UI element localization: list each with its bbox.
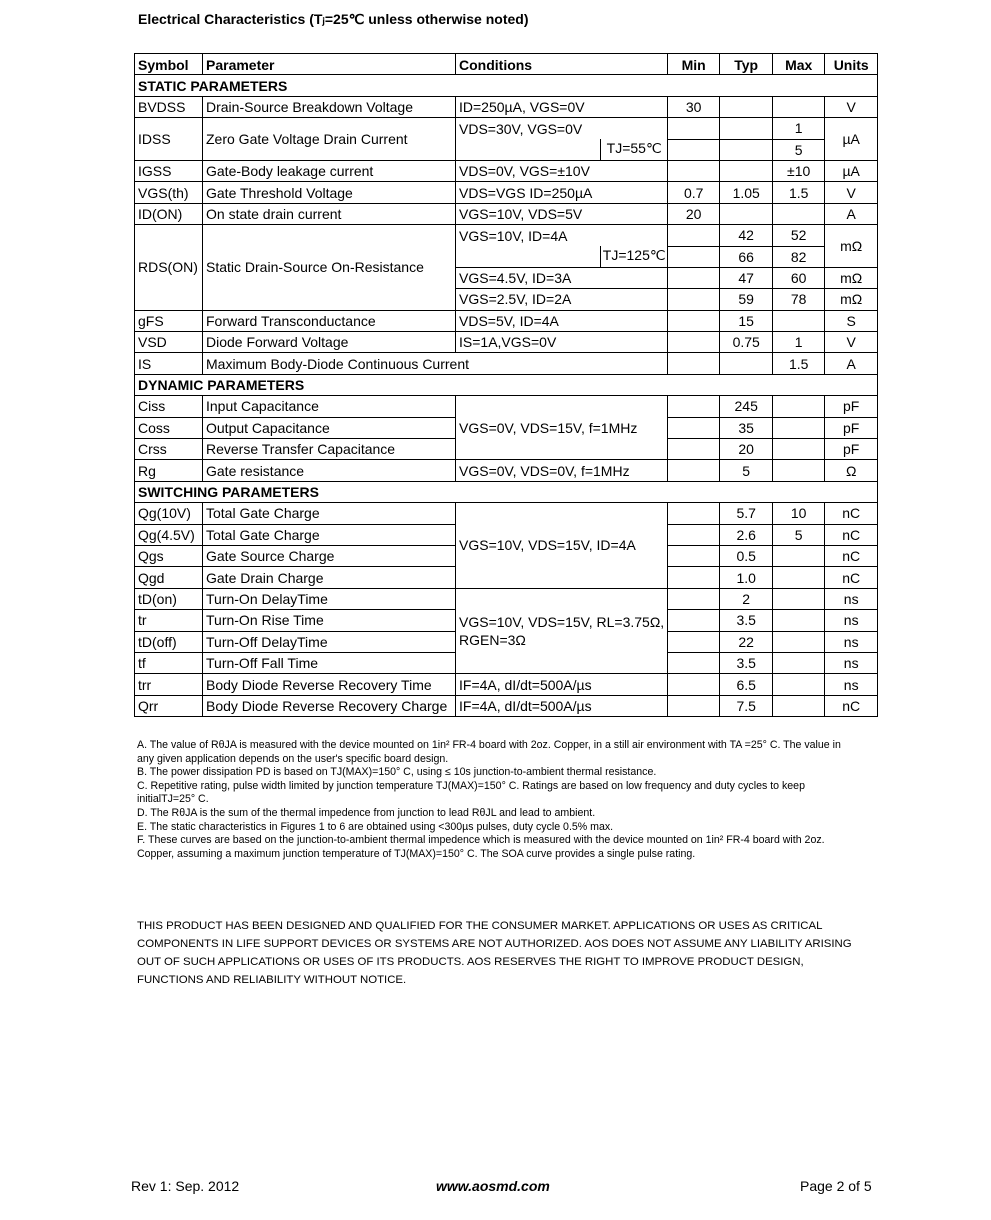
row-parameter: Body Diode Reverse Recovery Time — [203, 674, 456, 695]
row-typ: 7.5 — [720, 695, 773, 716]
row-parameter: Gate resistance — [203, 460, 456, 481]
row-symbol: ID(ON) — [135, 203, 203, 224]
header-min: Min — [668, 54, 720, 75]
row-units: ns — [825, 588, 878, 609]
row-units: ns — [825, 631, 878, 652]
note-b: B. The power dissipation PD is based on TJ(MAX)=150° C, using ≤ 10s junction-to-ambient thermal resistance. — [137, 766, 657, 779]
row-typ: 2 — [720, 588, 773, 609]
row-conditions: VGS=10V, ID=4A — [456, 225, 668, 246]
row-units: mΩ — [825, 267, 878, 288]
row-units: µA — [825, 118, 878, 161]
row-parameter: Reverse Transfer Capacitance — [203, 439, 456, 460]
row-max: 82 — [773, 246, 825, 267]
table-row — [135, 182, 878, 203]
row-max: 52 — [773, 225, 825, 246]
row-units: V — [825, 332, 878, 353]
row-units: S — [825, 310, 878, 331]
note-e: E. The static characteristics in Figures 1 to 6 are obtained using <300µs pulses, duty cycle 0.5% max. — [137, 820, 614, 833]
header-units: Units — [825, 54, 878, 75]
table-row — [135, 460, 878, 481]
section-dynamic: DYNAMIC PARAMETERS — [135, 374, 878, 395]
row-conditions: VGS=4.5V, ID=3A — [456, 267, 668, 288]
row-conditions: IF=4A, dI/dt=500A/µs — [456, 674, 668, 695]
row-parameter: Turn-On DelayTime — [203, 588, 456, 609]
row-symbol: Qg(4.5V) — [135, 524, 203, 545]
row-conditions: VGS=0V, VDS=0V, f=1MHz — [456, 460, 668, 481]
note-c: C. Repetitive rating, pulse width limited by junction temperature TJ(MAX)=150° C. Ratings are based on low frequency and duty cycles to keep initialTJ=25° C. — [137, 779, 805, 806]
row-max: 5 — [773, 524, 825, 545]
row-max: 10 — [773, 503, 825, 524]
row-symbol: tD(on) — [135, 588, 203, 609]
table-row — [135, 203, 878, 224]
row-parameter: Zero Gate Voltage Drain Current — [203, 118, 456, 161]
row-units: Ω — [825, 460, 878, 481]
row-symbol: Ciss — [135, 396, 203, 417]
row-max: 1.5 — [773, 353, 825, 374]
row-max: 5 — [773, 139, 825, 160]
row-parameter: Diode Forward Voltage — [203, 332, 456, 353]
table-row — [135, 225, 878, 246]
row-typ: 3.5 — [720, 652, 773, 673]
row-parameter: Turn-Off Fall Time — [203, 652, 456, 673]
row-units: mΩ — [825, 225, 878, 268]
header-max: Max — [773, 54, 825, 75]
row-symbol: Rg — [135, 460, 203, 481]
row-parameter: Maximum Body-Diode Continuous Current — [203, 353, 668, 374]
row-typ: 5 — [720, 460, 773, 481]
row-typ: 42 — [720, 225, 773, 246]
row-typ — [720, 96, 773, 117]
row-conditions: VDS=5V, ID=4A — [456, 310, 668, 331]
table-row — [135, 353, 878, 374]
row-conditions: VGS=2.5V, ID=2A — [456, 289, 668, 310]
row-symbol: Crss — [135, 439, 203, 460]
row-conditions — [456, 588, 668, 674]
row-typ: 2.6 — [720, 524, 773, 545]
section-switching: SWITCHING PARAMETERS — [135, 481, 878, 502]
row-symbol: Coss — [135, 417, 203, 438]
row-conditions: VGS=10V, VDS=15V, ID=4A — [456, 503, 668, 589]
row-typ: 15 — [720, 310, 773, 331]
row-parameter: Gate Threshold Voltage — [203, 182, 456, 203]
row-max: ±10 — [773, 160, 825, 181]
table-row — [135, 310, 878, 331]
row-parameter: Forward Transconductance — [203, 310, 456, 331]
row-typ: 59 — [720, 289, 773, 310]
footer-page-number: Page 2 of 5 — [800, 1178, 872, 1194]
row-max: 1 — [773, 118, 825, 139]
row-conditions: IF=4A, dI/dt=500A/µs — [456, 695, 668, 716]
row-symbol: tr — [135, 610, 203, 631]
row-symbol: tf — [135, 652, 203, 673]
row-parameter: On state drain current — [203, 203, 456, 224]
row-max: 1.5 — [773, 182, 825, 203]
table-row — [135, 503, 878, 524]
row-symbol: IS — [135, 353, 203, 374]
row-symbol: trr — [135, 674, 203, 695]
row-parameter: Turn-On Rise Time — [203, 610, 456, 631]
table-header-row — [135, 54, 878, 75]
row-conditions: VDS=VGS ID=250µA — [456, 182, 668, 203]
footnotes — [137, 739, 857, 861]
row-symbol: Qgd — [135, 567, 203, 588]
row-parameter: Input Capacitance — [203, 396, 456, 417]
table-row — [135, 160, 878, 181]
table-row — [135, 332, 878, 353]
row-max: 78 — [773, 289, 825, 310]
row-units: pF — [825, 417, 878, 438]
row-conditions: VDS=30V, VGS=0V — [456, 118, 668, 139]
row-typ: 1.0 — [720, 567, 773, 588]
table-row — [135, 118, 878, 139]
note-a: A. The value of RθJA is measured with the device mounted on 1in² FR-4 board with 2oz. Copper, in a still air environment with TA =25° C. The value in any given application depends on the user's specific board design. — [137, 739, 841, 765]
switching-conditions-line2: RGEN=3Ω — [459, 632, 526, 649]
row-conditions-tj: TJ=55℃ — [600, 139, 667, 160]
row-typ: 6.5 — [720, 674, 773, 695]
row-units: pF — [825, 396, 878, 417]
note-d: D. The RθJA is the sum of the thermal impedence from junction to lead RθJL and lead to ambient. — [137, 806, 596, 819]
row-typ: 0.5 — [720, 545, 773, 566]
row-symbol: Qrr — [135, 695, 203, 716]
row-symbol: IGSS — [135, 160, 203, 181]
row-typ: 5.7 — [720, 503, 773, 524]
row-units: nC — [825, 567, 878, 588]
row-parameter: Static Drain-Source On-Resistance — [203, 225, 456, 311]
row-typ: 245 — [720, 396, 773, 417]
row-typ: 66 — [720, 246, 773, 267]
row-conditions: ID=250µA, VGS=0V — [456, 96, 668, 117]
row-typ: 0.75 — [720, 332, 773, 353]
row-parameter: Drain-Source Breakdown Voltage — [203, 96, 456, 117]
row-units: nC — [825, 524, 878, 545]
row-units: pF — [825, 439, 878, 460]
row-symbol: Qgs — [135, 545, 203, 566]
row-typ: 22 — [720, 631, 773, 652]
row-min: 30 — [668, 96, 720, 117]
header-conditions: Conditions — [456, 54, 668, 75]
row-parameter: Gate-Body leakage current — [203, 160, 456, 181]
row-units: V — [825, 96, 878, 117]
row-symbol: VSD — [135, 332, 203, 353]
row-parameter: Total Gate Charge — [203, 503, 456, 524]
row-parameter: Turn-Off DelayTime — [203, 631, 456, 652]
row-max: 1 — [773, 332, 825, 353]
row-conditions: VGS=0V, VDS=15V, f=1MHz — [456, 396, 668, 460]
row-symbol: RDS(ON) — [135, 225, 203, 311]
row-typ: 3.5 — [720, 610, 773, 631]
row-units: ns — [825, 610, 878, 631]
table-row — [135, 396, 878, 417]
row-conditions: IS=1A,VGS=0V — [456, 332, 668, 353]
row-symbol: tD(off) — [135, 631, 203, 652]
table-row — [135, 96, 878, 117]
row-units: A — [825, 353, 878, 374]
row-typ: 47 — [720, 267, 773, 288]
row-units: µA — [825, 160, 878, 181]
note-f: F. These curves are based on the junction-to-ambient thermal impedence which is measured with the device mounted on 1in² FR-4 board with 2oz. Copper, assuming a maximum junction temperature of TJ(MAX)=150° C. The SOA curve provides a single pulse rating. — [137, 834, 825, 860]
row-units: mΩ — [825, 289, 878, 310]
header-parameter: Parameter — [203, 54, 456, 75]
row-units: nC — [825, 503, 878, 524]
disclaimer: THIS PRODUCT HAS BEEN DESIGNED AND QUALIFIED FOR THE CONSUMER MARKET. APPLICATIONS OR USES AS CRITICAL COMPONENTS IN LIFE SUPPORT DEVICES OR SYSTEMS ARE NOT AUTHORIZED. AOS DOES NOT ASSUME ANY LIABILITY ARISING OUT OF SUCH APPLICATIONS OR USES OF ITS PRODUCTS. AOS RESERVES THE RIGHT TO IMPROVE PRODUCT DESIGN, FUNCTIONS AND RELIABILITY WITHOUT NOTICE. — [137, 920, 852, 986]
row-symbol: BVDSS — [135, 96, 203, 117]
row-min: 20 — [668, 203, 720, 224]
row-units: ns — [825, 652, 878, 673]
row-units: V — [825, 182, 878, 203]
row-max — [773, 96, 825, 117]
table-row — [135, 674, 878, 695]
footer-website[interactable]: www.aosmd.com — [436, 1178, 550, 1194]
row-min: 0.7 — [668, 182, 720, 203]
row-conditions: VDS=0V, VGS=±10V — [456, 160, 668, 181]
row-typ: 20 — [720, 439, 773, 460]
row-symbol: IDSS — [135, 118, 203, 161]
row-parameter: Gate Source Charge — [203, 545, 456, 566]
row-parameter: Body Diode Reverse Recovery Charge — [203, 695, 456, 716]
footer-revision: Rev 1: Sep. 2012 — [131, 1178, 240, 1194]
table-row — [135, 695, 878, 716]
row-typ: 35 — [720, 417, 773, 438]
header-symbol: Symbol — [135, 54, 203, 75]
electrical-characteristics-table — [134, 53, 878, 717]
header-typ: Typ — [720, 54, 773, 75]
row-conditions: VGS=10V, VDS=5V — [456, 203, 668, 224]
row-symbol: VGS(th) — [135, 182, 203, 203]
switching-conditions-line1: VGS=10V, VDS=15V, RL=3.75Ω, — [459, 614, 665, 631]
section-static: STATIC PARAMETERS — [135, 75, 878, 96]
row-parameter: Gate Drain Charge — [203, 567, 456, 588]
table-row — [135, 588, 878, 609]
row-units: nC — [825, 695, 878, 716]
page-title: Electrical Characteristics (Tⱼ=25℃ unless otherwise noted) — [138, 11, 529, 27]
row-units: ns — [825, 674, 878, 695]
row-parameter: Total Gate Charge — [203, 524, 456, 545]
row-typ: 1.05 — [720, 182, 773, 203]
row-units: A — [825, 203, 878, 224]
row-parameter: Output Capacitance — [203, 417, 456, 438]
row-symbol: Qg(10V) — [135, 503, 203, 524]
row-units: nC — [825, 545, 878, 566]
row-symbol: gFS — [135, 310, 203, 331]
row-conditions-tj: TJ=125℃ — [600, 246, 667, 267]
row-max: 60 — [773, 267, 825, 288]
